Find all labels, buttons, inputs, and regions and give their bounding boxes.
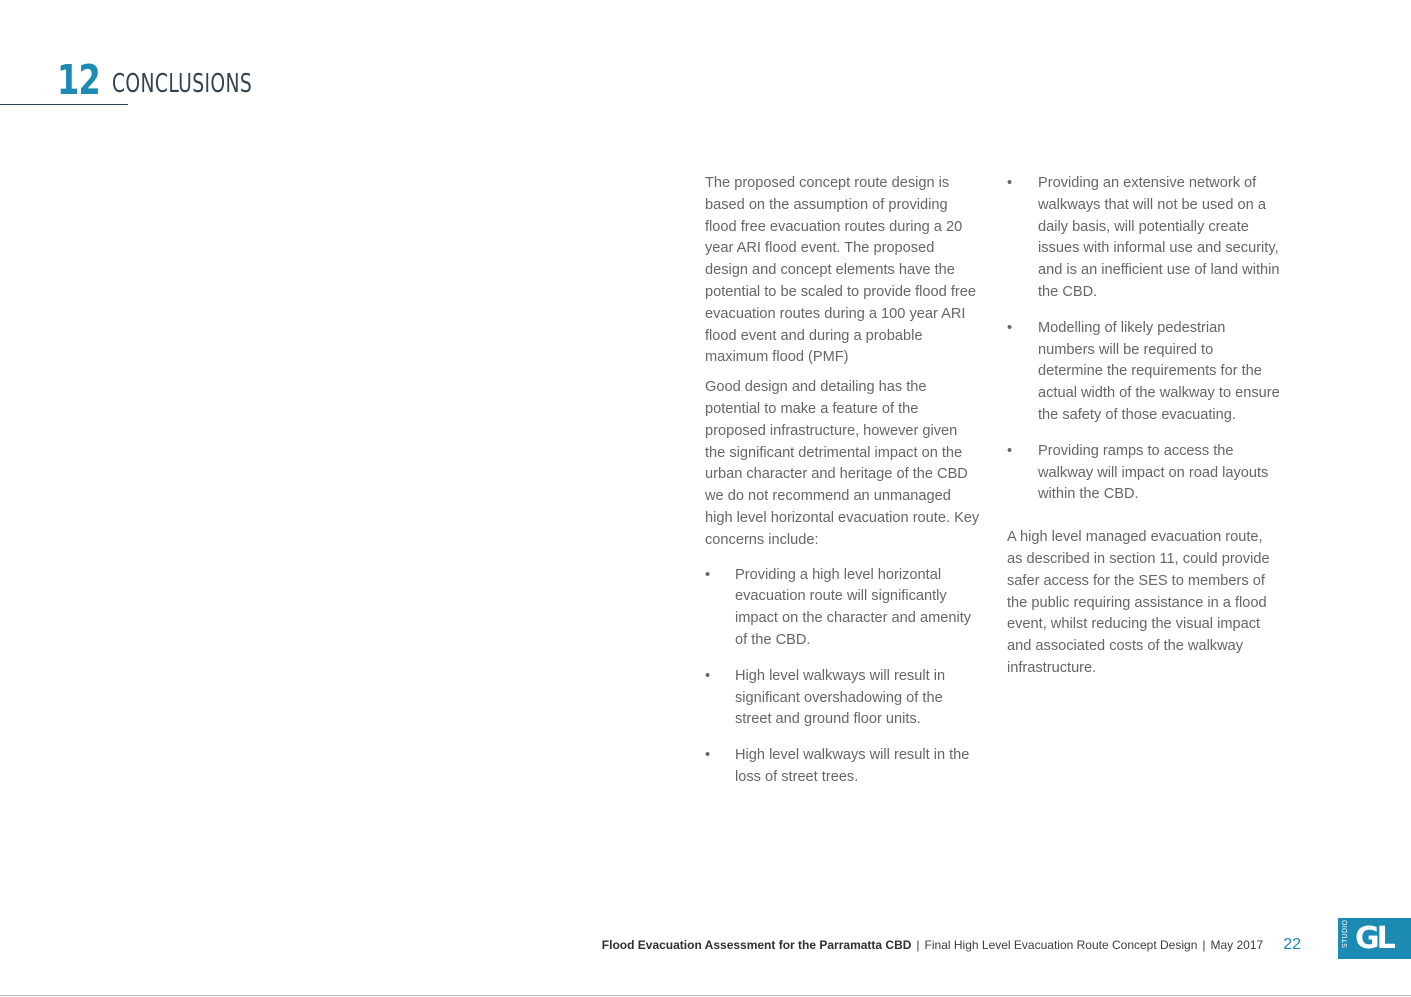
list-item [705,666,980,731]
heading-underline [0,104,128,105]
footer-separator: | [916,938,920,952]
page-footer [602,936,1301,954]
footer-date: May 2017 [1210,938,1264,952]
list-item-text: Modelling of likely pedestrian numbers will be required to determine the requirements for the actual width of the walkway to ensure the safety of those evacuating. [1038,319,1280,423]
concerns-paragraph: Good design and detailing has the potential to make a feature of the proposed infrastructure, however given the significant detrimental impact on the urban character and heritage of the CBD we do not recommend an unmanaged high level horizontal evacuation route. Key concerns include: [705,379,980,548]
bullet-icon: • [1007,319,1013,336]
list-item-text: Providing a high level horizontal evacuation route will significantly impact on the character and amenity of the CBD. [735,566,972,648]
bottom-divider [0,995,1411,996]
footer-document-title: Final High Level Evacuation Route Concept Design [924,938,1198,952]
right-text-column [1007,173,1282,688]
logo-studio-text: STUDIO [1342,919,1349,948]
list-item [705,565,980,652]
bullet-icon: • [1007,442,1013,459]
recommendation-paragraph: A high level managed evacuation route, as described in section 11, could provide safer access for the SES to members of the public requiring assistance in a flood event, whilst reducing the visual impact and associated costs of the walkway infrastructure. [1007,529,1270,676]
concerns-list-continued [1007,173,1282,506]
bullet-icon: • [705,667,711,684]
logo-gl-letters: GL [1355,921,1393,956]
bullet-icon: • [705,747,711,764]
list-item-text: Providing ramps to access the walkway will impact on road layouts within the CBD. [1038,442,1269,503]
list-item [1007,318,1282,427]
section-number: 12 [57,56,100,104]
list-item [1007,173,1282,304]
left-text-column [705,173,980,803]
list-item-text: High level walkways will result in significant overshadowing of the street and ground floor units. [735,667,946,728]
list-item [705,745,980,789]
page-number: 22 [1283,936,1301,953]
footer-report-title: Flood Evacuation Assessment for the Parramatta CBD [601,938,912,952]
bullet-icon: • [705,566,711,583]
section-heading [57,56,253,104]
intro-paragraph: The proposed concept route design is based on the assumption of providing flood free evacuation routes during a 20 year ARI flood event. The proposed design and concept elements have the potential to be scaled to provide flood free evacuation routes during a 100 year ARI flood event and during a probable maximum flood (PMF) [705,175,976,366]
list-item-text: High level walkways will result in the loss of street trees. [735,747,970,785]
list-item-text: Providing an extensive network of walkways that will not be used on a daily basis, will potentially create issues with informal use and security, and is an inefficient use of land within the CBD. [1038,175,1280,300]
studio-gl-logo [1338,918,1411,959]
concerns-list [705,565,980,789]
section-title: CONCLUSIONS [112,69,253,99]
footer-separator: | [1202,938,1206,952]
list-item [1007,441,1282,506]
bullet-icon: • [1007,175,1013,191]
